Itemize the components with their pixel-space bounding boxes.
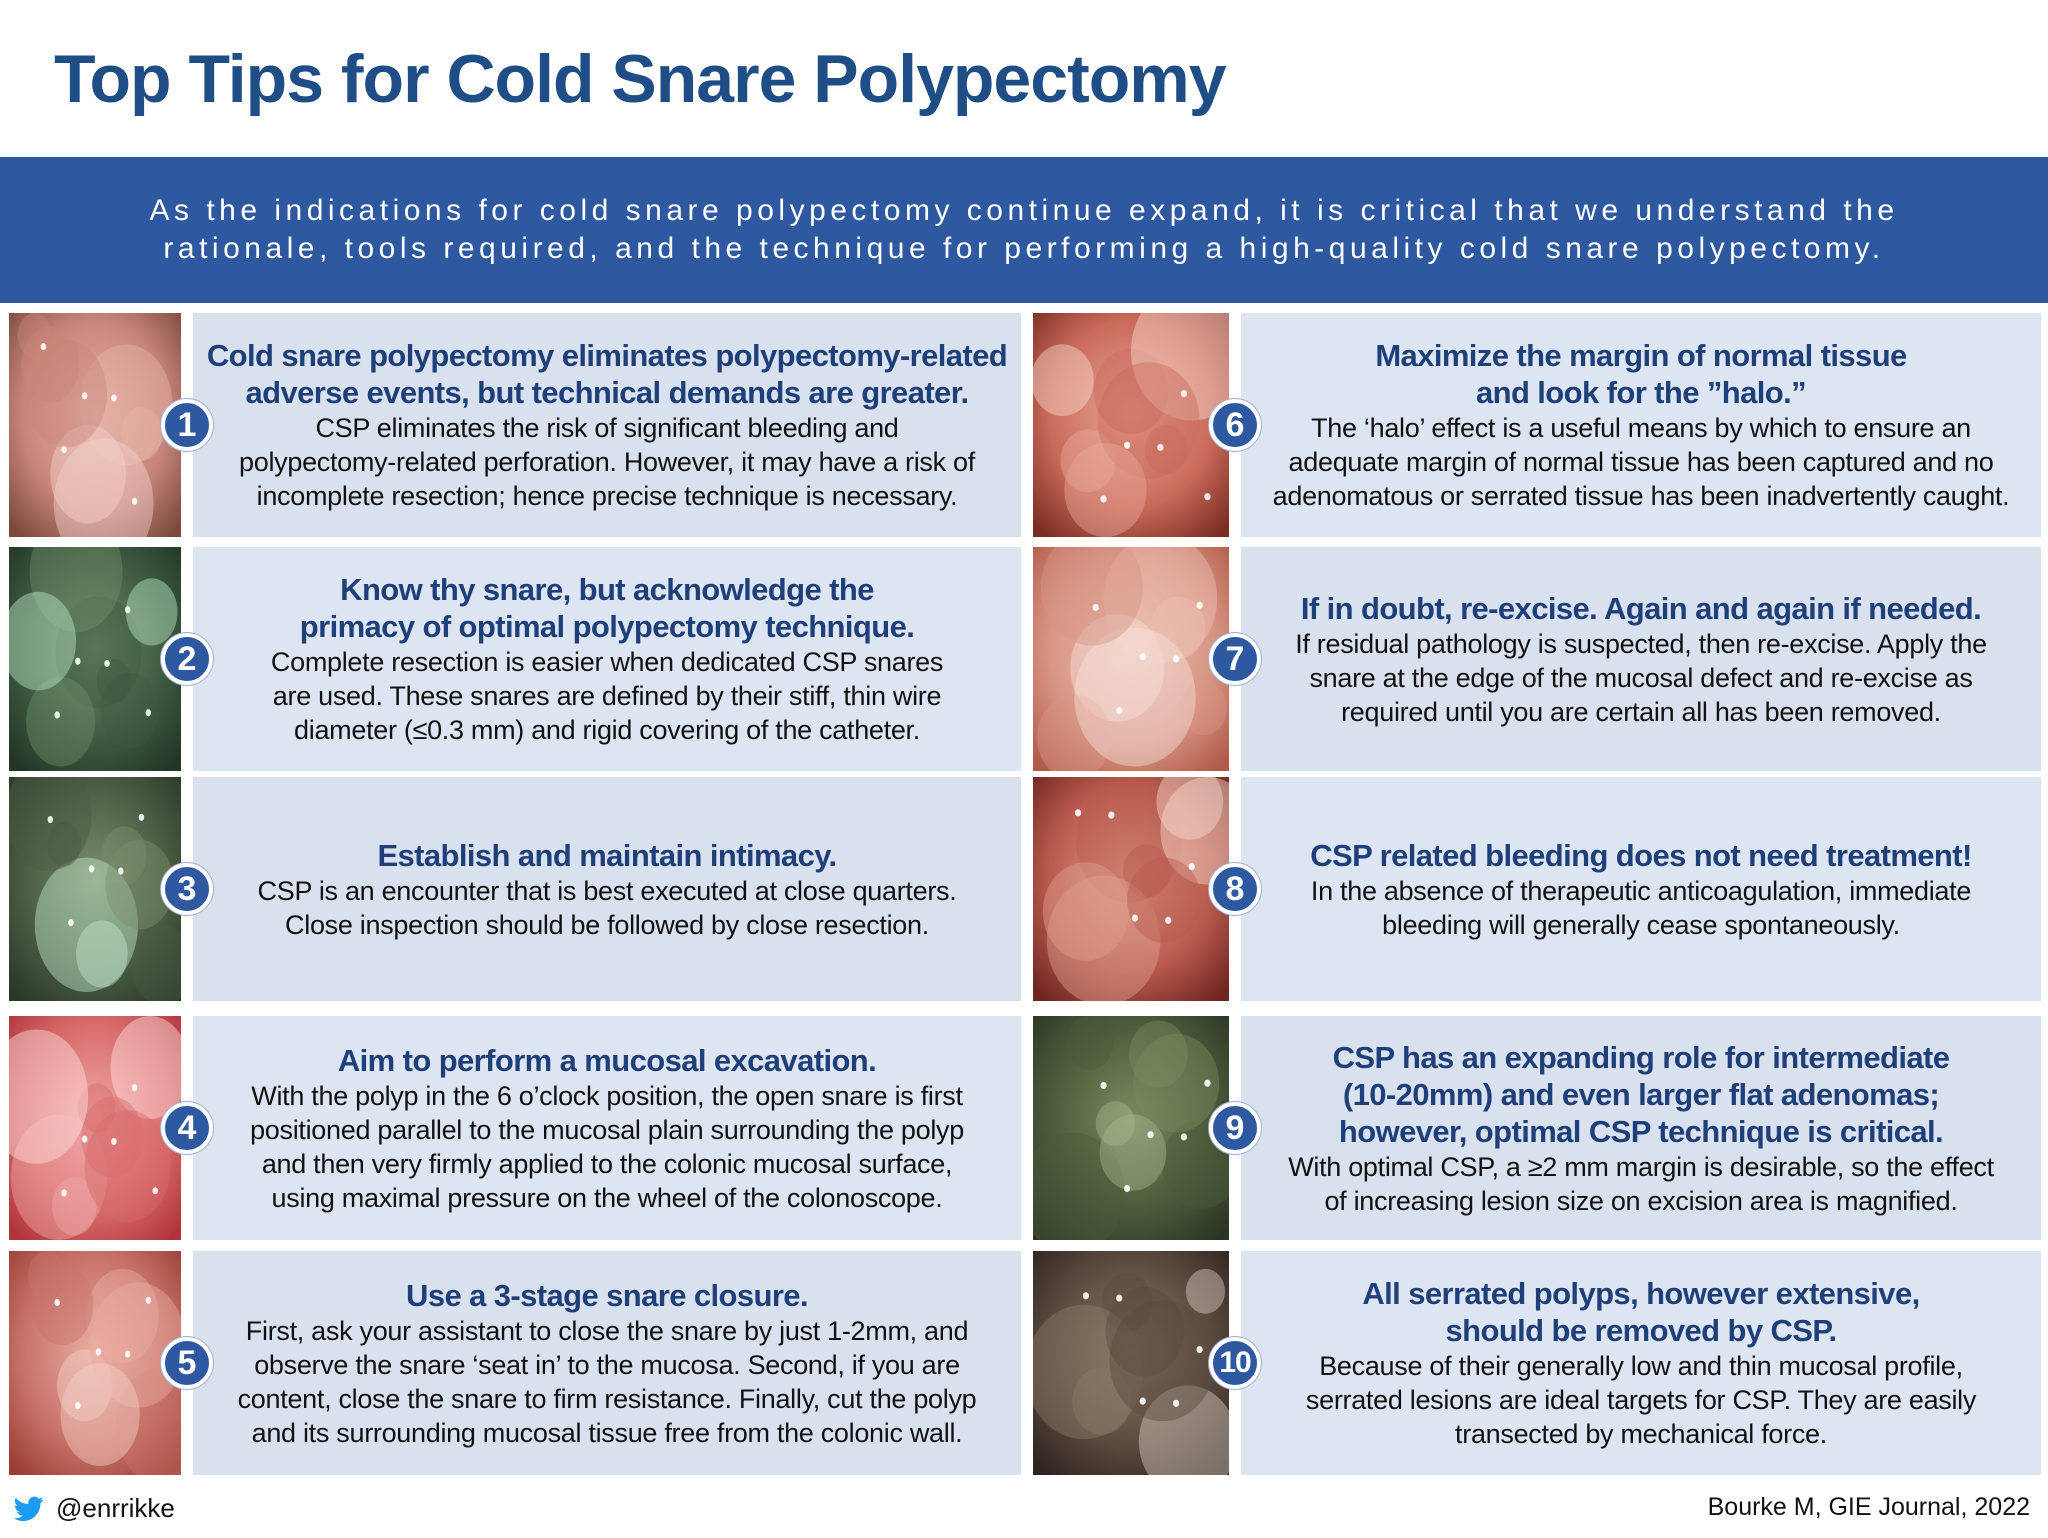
tip-card [193, 777, 1021, 1001]
tip-heading-line: Use a 3-stage snare closure. [406, 1277, 808, 1313]
tip-card [1241, 777, 2041, 1001]
tip-8 [1033, 777, 2041, 1001]
tip-number-badge: 7 [1209, 633, 1261, 685]
tip-9 [1033, 1016, 2041, 1240]
tip-number-badge: 2 [161, 633, 213, 685]
tip-number-badge: 9 [1209, 1102, 1261, 1154]
tip-card [193, 1251, 1021, 1475]
tip-body-line: adenomatous or serrated tissue has been inadvertently caught. [1272, 481, 2010, 511]
tip-heading-line: primacy of optimal polypectomy technique. [299, 609, 915, 644]
endoscopy-image [1033, 1016, 1229, 1240]
tip-body-line: using maximal pressure on the wheel of the colonoscope. [271, 1182, 943, 1213]
tip-number-badge: 4 [161, 1102, 213, 1154]
tip-heading-line: Aim to perform a mucosal excavation. [337, 1042, 877, 1078]
tip-number-badge: 6 [1209, 399, 1261, 451]
tip-card [1241, 1251, 2041, 1475]
tip-heading-line: and look for the ”halo.” [1475, 375, 1807, 410]
tip-body-line: With the polyp in the 6 o’clock position, the open snare is first [251, 1080, 963, 1111]
tip-3 [9, 777, 1021, 1001]
tip-card [193, 1016, 1021, 1240]
endoscopy-image [1033, 777, 1229, 1001]
tip-number-badge: 8 [1209, 863, 1261, 915]
tip-body-line: CSP eliminates the risk of significant bleeding and [315, 413, 899, 443]
endoscopy-image [1033, 1251, 1229, 1475]
tip-card [1241, 1016, 2041, 1240]
tip-body-line: Complete resection is easier when dedicated CSP snares [270, 647, 944, 677]
tip-7 [1033, 547, 2041, 771]
tip-number-badge: 10 [1209, 1337, 1261, 1389]
tip-heading-line: Cold snare polypectomy eliminates polypectomy-related [206, 338, 1008, 373]
endoscopy-image [9, 777, 181, 1001]
tip-body-line: With optimal CSP, a ≥2 mm margin is desirable, so the effect [1288, 1151, 1994, 1182]
tip-number-badge: 1 [161, 399, 213, 451]
tip-6 [1033, 313, 2041, 537]
tip-body-line: and then very firmly applied to the colonic mucosal surface, [261, 1148, 953, 1179]
endoscopy-image [1033, 547, 1229, 771]
tip-heading-line: adverse events, but technical demands are greater. [245, 375, 969, 410]
tip-body-line: First, ask your assistant to close the snare by just 1-2mm, and [245, 1315, 969, 1346]
tip-body-line: In the absence of therapeutic anticoagulation, immediate [1310, 875, 1972, 906]
banner-line-2: rationale, tools required, and the technique for performing a high-quality cold snare polypectomy. [163, 232, 1885, 265]
tip-body-line: observe the snare ‘seat in’ to the mucosa. Second, if you are [254, 1349, 960, 1380]
tip-body-line: diameter (≤0.3 mm) and rigid covering of the catheter. [294, 715, 920, 745]
tip-heading-line: Maximize the margin of normal tissue [1375, 338, 1907, 373]
tip-heading-line: If in doubt, re-excise. Again and again if needed. [1300, 590, 1982, 626]
tip-card [193, 313, 1021, 537]
banner-line-1: As the indications for cold snare polypectomy continue expand, it is critical that we understand the [149, 194, 1899, 227]
citation: Bourke M, GIE Journal, 2022 [1707, 1493, 2030, 1521]
tip-body-line: transected by mechanical force. [1455, 1419, 1827, 1449]
tip-body-line: are used. These snares are defined by their stiff, thin wire [272, 681, 942, 711]
tip-body-line: content, close the snare to firm resistance. Finally, cut the polyp [237, 1383, 977, 1414]
tip-card [1241, 313, 2041, 537]
tip-body-line: serrated lesions are ideal targets for CSP. They are easily [1305, 1385, 1977, 1415]
tip-body-line: snare at the edge of the mucosal defect and re-excise as [1309, 662, 1973, 693]
tip-heading-line: All serrated polyps, however extensive, [1362, 1276, 1920, 1311]
tip-body-line: and its surrounding mucosal tissue free from the colonic wall. [251, 1417, 963, 1448]
tip-body-line: incomplete resection; hence precise technique is necessary. [256, 481, 958, 511]
tip-body-line: adequate margin of normal tissue has been captured and no [1288, 447, 1994, 477]
tip-body-line: Close inspection should be followed by close resection. [285, 909, 929, 940]
tip-heading-line: (10-20mm) and even larger flat adenomas; [1342, 1076, 1940, 1112]
tip-1 [9, 313, 1021, 537]
tip-heading-line: should be removed by CSP. [1445, 1313, 1837, 1348]
tip-body-line: polypectomy-related perforation. However, it may have a risk of [239, 447, 975, 477]
twitter-bird-icon [14, 1496, 44, 1522]
endoscopy-image [9, 1016, 181, 1240]
tip-heading-line: however, optimal CSP technique is critical. [1338, 1113, 1944, 1149]
tip-body-line: positioned parallel to the mucosal plain surrounding the polyp [250, 1114, 964, 1145]
endoscopy-image [9, 313, 181, 537]
tip-heading-line: CSP has an expanding role for intermediate [1332, 1039, 1950, 1075]
tip-number-badge: 5 [161, 1337, 213, 1389]
footer-handle [14, 1493, 175, 1524]
tip-body-line: Because of their generally low and thin mucosal profile, [1319, 1351, 1963, 1381]
tip-body-line: required until you are certain all has been removed. [1341, 696, 1941, 727]
tip-body-line: If residual pathology is suspected, then re-excise. Apply the [1295, 628, 1987, 659]
endoscopy-image [9, 1251, 181, 1475]
tip-body-line: CSP is an encounter that is best executed at close quarters. [257, 875, 957, 906]
endoscopy-image [9, 547, 181, 771]
tip-card [1241, 547, 2041, 771]
tip-body-line: bleeding will generally cease spontaneously. [1382, 909, 1900, 940]
endoscopy-image [1033, 313, 1229, 537]
page-title: Top Tips for Cold Snare Polypectomy [54, 41, 1226, 117]
tip-4 [9, 1016, 1021, 1240]
tip-heading-line: CSP related bleeding does not need treatment! [1310, 837, 1972, 873]
tip-heading-line: Establish and maintain intimacy. [377, 837, 837, 873]
tip-10 [1033, 1251, 2041, 1475]
tip-body-line: of increasing lesion size on excision area is magnified. [1324, 1185, 1958, 1216]
tip-heading-line: Know thy snare, but acknowledge the [340, 572, 874, 607]
tip-5 [9, 1251, 1021, 1475]
tip-number-badge: 3 [161, 863, 213, 915]
twitter-handle[interactable]: @enrrikke [56, 1493, 175, 1523]
intro-banner [0, 157, 2048, 303]
tip-2 [9, 547, 1021, 771]
tip-card [193, 547, 1021, 771]
tip-body-line: The ‘halo’ effect is a useful means by which to ensure an [1311, 413, 1971, 443]
